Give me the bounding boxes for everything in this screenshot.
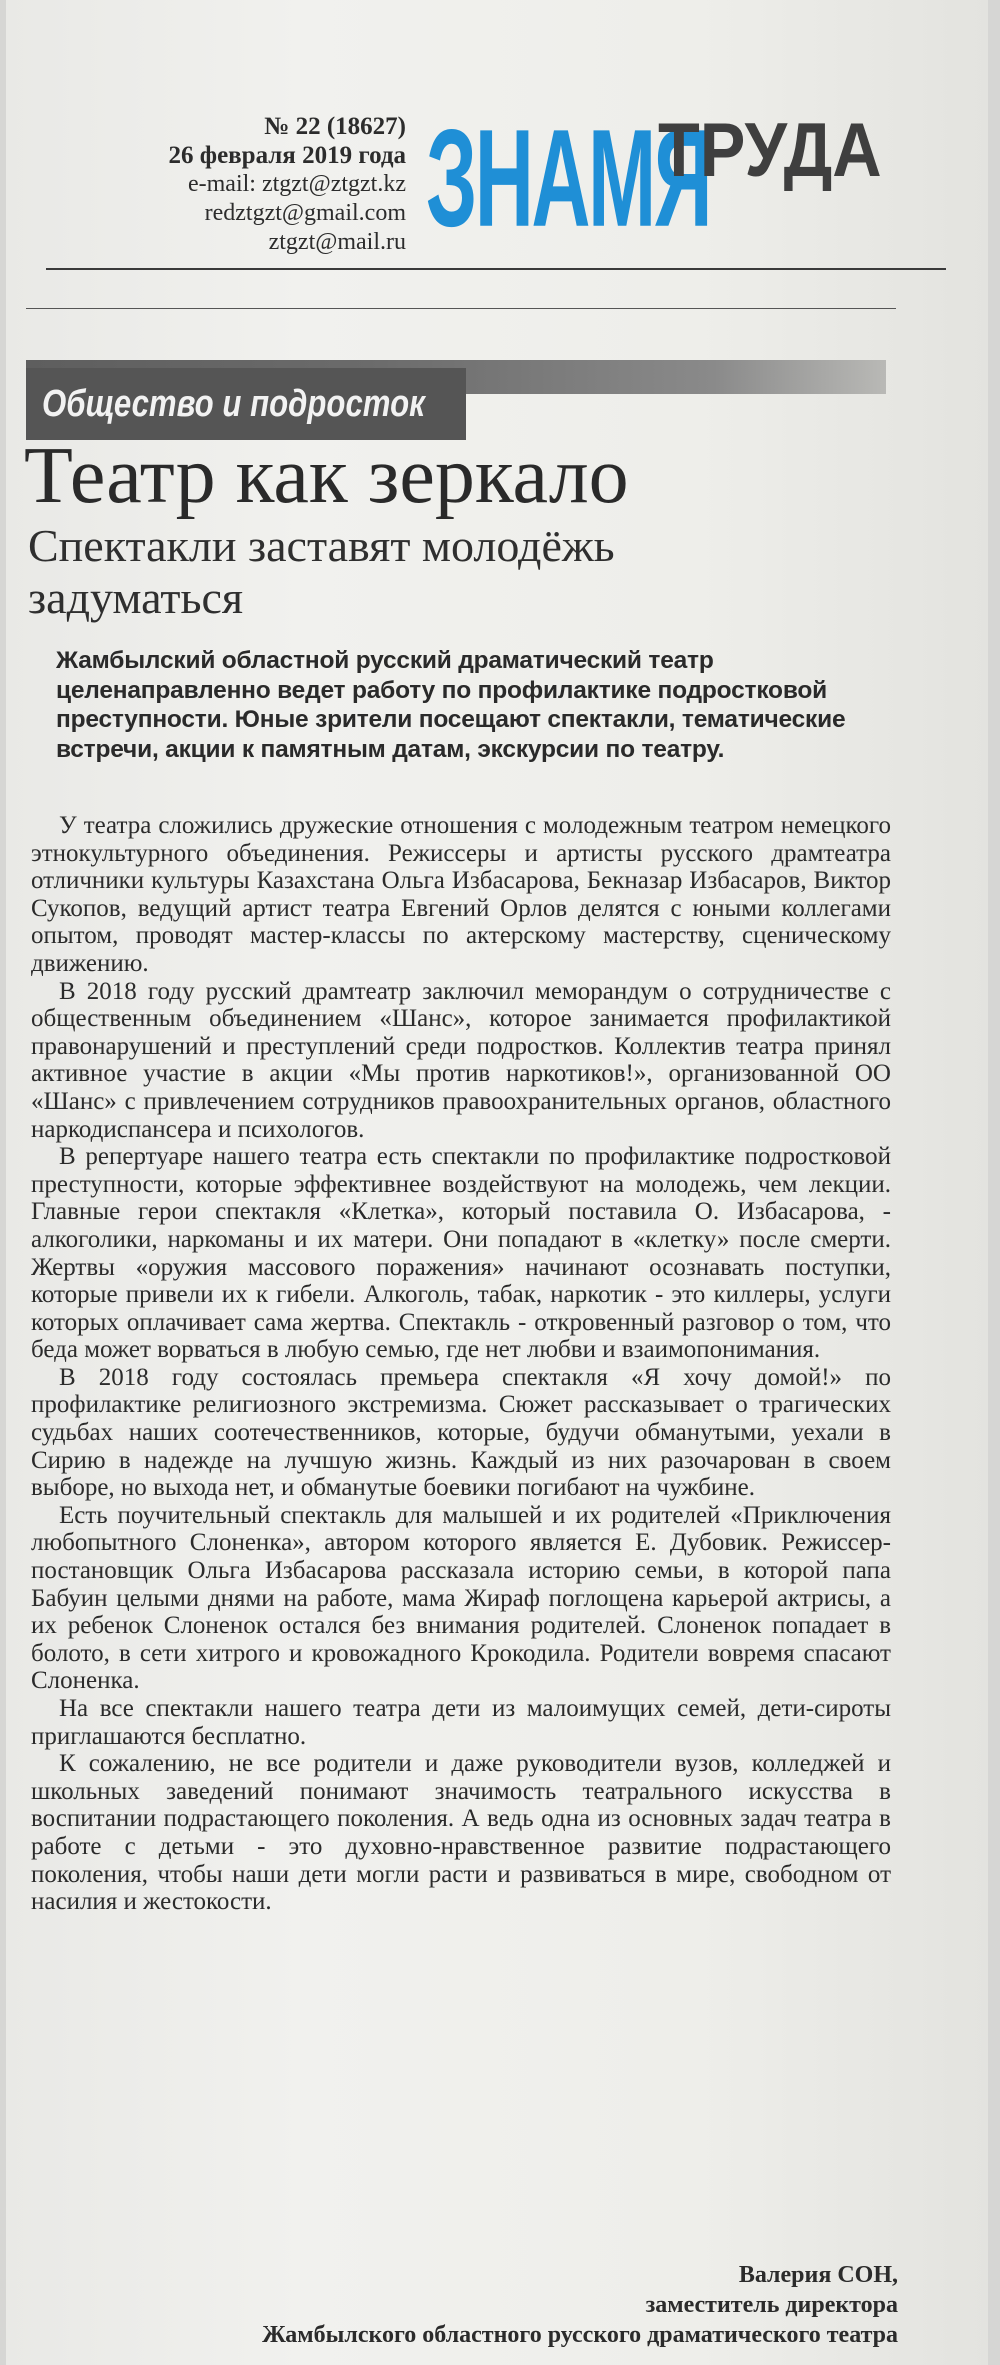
newspaper-logo — [426, 100, 946, 265]
logo-truda: ТРУДА — [658, 108, 882, 193]
email-line-2: redztgzt@gmail.com — [204, 200, 406, 226]
masthead-info — [86, 112, 406, 257]
paragraph-1: У театра сложились дружеские отношения с молодежным театром немецкого этнокультурного объединения. Режиссеры и артисты русского драмтеатра отличники культуры Казахстана Ольга Избасарова, Бекназар Избасаров, Виктор Сукопов, ведущий артист театра Евгений Орлов делятся с юными коллегами опытом, проводят мастер-классы по актерскому мастерству, сценическому движению. — [31, 812, 891, 977]
author-name: Валерия СОН, — [738, 2262, 898, 2288]
article-headline: Театр как зеркало — [24, 432, 629, 520]
logo-znamya: ЗНАМЯ — [426, 100, 711, 256]
masthead-rule — [46, 268, 946, 270]
article-lead: Жамбылский областной русский драматический театр целенаправленно ведет работу по профилактике подростковой преступности. Юные зрители посещают спектакли, тематические встречи, акции к памятным датам, экскурсии по театру. — [56, 647, 846, 763]
email-line-3: ztgzt@mail.ru — [268, 229, 406, 255]
author-organization: Жамбылского областного русского драматического театра — [262, 2322, 898, 2348]
paragraph-3: В репертуаре нашего театра есть спектакли по профилактике подростковой преступности, которые эффективнее воздействуют на молодежь, чем лекции. Главные герои спектакля «Клетка», который поставила О. Избасарова, - алкоголики, наркоманы и их матери. Они попадают в «клетку» после смерти. Жертвы «оружия массового поражения» начинают осознавать поступки, которые привели их к гибели. Алкоголь, табак, наркотик - это киллеры, услуги которых оплачивает сама жертва. Спектакль - откровенный разговор о том, что беда может ворваться в любую семью, где нет любви и взаимопонимания. — [31, 1143, 891, 1364]
rubric-label: Общество и подросток — [42, 383, 425, 425]
issue-date: 26 февраля 2019 года — [168, 142, 406, 169]
paragraph-5: Есть поучительный спектакль для малышей и их родителей «Приключения любопытного Слоненка», автором которого является Е. Дубовик. Режиссер-постановщик Ольга Избасарова рассказала историю семьи, в которой папа Бабуин целыми днями на работе, мама Жираф поглощена карьерой актрисы, а их ребенок Слоненок остался без внимания родителей. Слоненок попадает в болото, в сети хитрого и кровожадного Крокодила. Родители вовремя спасают Слоненка. — [31, 1501, 891, 1695]
article-body — [31, 812, 891, 1916]
paragraph-2: В 2018 году русский драмтеатр заключил меморандум о сотрудничестве с общественным объединением «Шанс», которое занимается профилактикой правонарушений и преступлений среди подростков. Коллектив театра принял активное участие в акции «Мы против наркотиков!», организованной ОО «Шанс» с привлечением сотрудников правоохранительных органов, областного наркодиспансера и психологов. — [31, 977, 891, 1143]
author-position: заместитель директора — [645, 2292, 898, 2318]
author-signature — [262, 2260, 898, 2350]
paragraph-7: К сожалению, не все родители и даже руководители вузов, колледжей и школьных заведений понимают значимость театрального искусства в воспитании подрастающего поколения. А ведь одна из основных задач театра в работе с детьми - это духовно-нравственное развитие подрастающего поколения, чтобы наши дети могли расти и развиваться в мире, свободном от насилия и жестокости. — [31, 1750, 891, 1916]
newspaper-page — [6, 0, 988, 2365]
article-subheadline: Спектакли заставят молодёжь задуматься — [28, 520, 615, 623]
paragraph-6: На все спектакли нашего театра дети из малоимущих семей, дети-сироты приглашаются бесплатно. — [31, 1695, 891, 1750]
paragraph-4: В 2018 году состоялась премьера спектакля «Я хочу домой!» по профилактике религиозного экстремизма. Сюжет рассказывает о трагических судьбах наших соотечественников, которые, будучи обманутыми, уехали в Сирию в надежде на лучшую жизнь. Каждый из них разочарован в своем выборе, но выхода нет, и обманутые боевики погибают на чужбине. — [31, 1363, 891, 1502]
email-line-1: e-mail: ztgzt@ztgzt.kz — [187, 171, 406, 197]
issue-number: № 22 (18627) — [264, 113, 406, 140]
section-rule — [26, 308, 896, 309]
